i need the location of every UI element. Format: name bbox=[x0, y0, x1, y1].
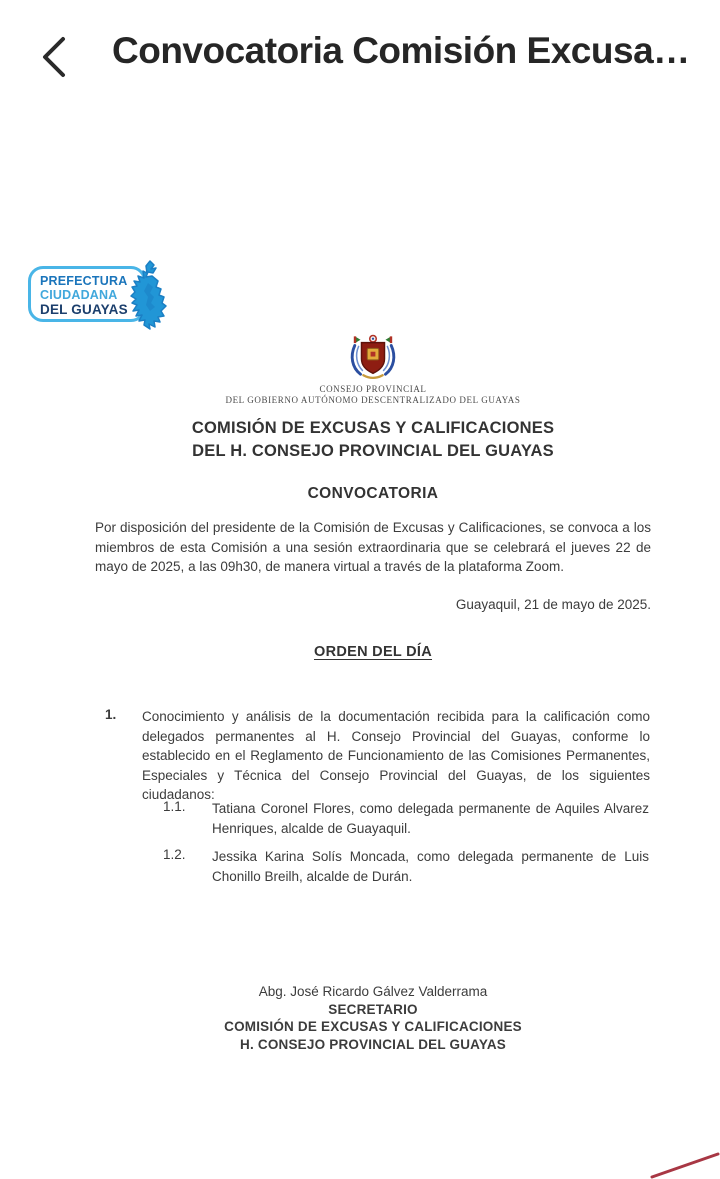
signature-org1: COMISIÓN DE EXCUSAS Y CALIFICACIONES bbox=[224, 1019, 522, 1034]
guayas-map-icon bbox=[120, 259, 172, 331]
red-pen-stroke-icon bbox=[648, 1149, 720, 1179]
agenda-item-number: 1. bbox=[105, 707, 117, 722]
signature-org2: H. CONSEJO PROVINCIAL DEL GUAYAS bbox=[240, 1036, 506, 1052]
signature-block bbox=[95, 983, 651, 1053]
signature-role: SECRETARIO bbox=[328, 1001, 418, 1017]
crest-caption-line1: CONSEJO PROVINCIAL bbox=[319, 384, 427, 394]
logo-text-del-guayas: DEL GUAYAS bbox=[40, 302, 128, 317]
provincial-crest-icon bbox=[344, 333, 402, 381]
intro-paragraph: Por disposición del presidente de la Comisión de Excusas y Calificaciones, se convoca a los miembros de esta Comisión a una sesión extraordinaria que se celebrará el jueves 22 de mayo de 2025, a las 09h30, de manera virtual a través de la plataforma Zoom. bbox=[95, 520, 651, 574]
prefectura-logo bbox=[28, 263, 172, 327]
app-bar bbox=[0, 0, 720, 110]
agenda-subitem-number: 1.1. bbox=[163, 799, 186, 814]
logo-text-prefectura: PREFECTURA bbox=[40, 274, 128, 288]
page-title: Convocatoria Comisión Excusa… bbox=[112, 30, 690, 71]
back-button[interactable] bbox=[30, 32, 78, 82]
agenda-item-text: Conocimiento y análisis de la documentación recibida para la calificación como delegados permanentes al H. Consejo Provincial del Guayas, conforme lo establecido en el Reglamento de Funcionamiento de las Comisiones Permanentes, Especiales y Técnica del Consejo Provincial del Guayas, de los siguientes ciudadanos: bbox=[142, 709, 650, 802]
agenda-title: ORDEN DEL DÍA bbox=[313, 644, 433, 660]
logo-text-ciudadana: CIUDADANA bbox=[40, 288, 118, 302]
dateline: Guayaquil, 21 de mayo de 2025. bbox=[455, 597, 651, 612]
agenda-subitem-text: Jessika Karina Solís Moncada, como delegada permanente de Luis Chonillo Breilh, alcalde de Durán. bbox=[212, 849, 649, 884]
agenda-subitem-number: 1.2. bbox=[163, 847, 186, 862]
signature-name: Abg. José Ricardo Gálvez Valderrama bbox=[258, 984, 488, 999]
document-title-line2: DEL H. CONSEJO PROVINCIAL DEL GUAYAS bbox=[192, 441, 554, 460]
document-subtitle: CONVOCATORIA bbox=[307, 485, 439, 502]
crest-caption-line2: DEL GOBIERNO AUTÓNOMO DESCENTRALIZADO DEL GUAYAS bbox=[225, 395, 521, 405]
agenda-subitem-text: Tatiana Coronel Flores, como delegada permanente de Aquiles Alvarez Henriques, alcalde de Guayaquil. bbox=[212, 801, 649, 836]
back-chevron-icon bbox=[41, 36, 67, 78]
document-title-line1: COMISIÓN DE EXCUSAS Y CALIFICACIONES bbox=[191, 419, 555, 437]
document-title bbox=[95, 417, 651, 462]
